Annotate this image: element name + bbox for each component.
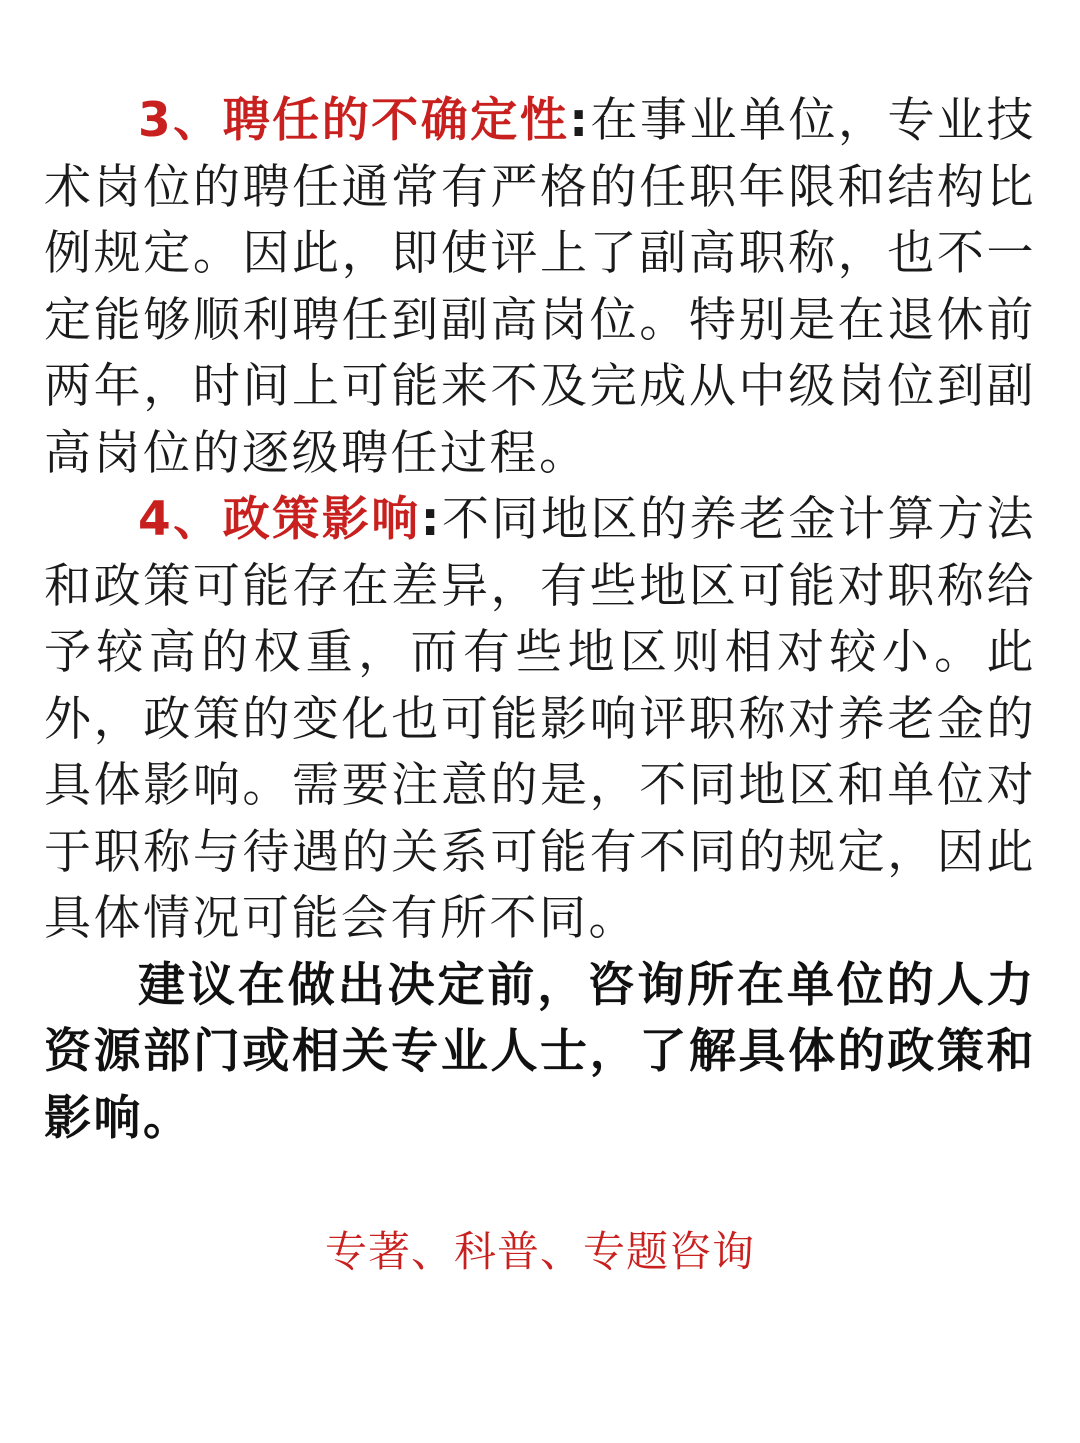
section-4-body: 不同地区的养老金计算方法和政策可能存在差异，有些地区可能对职称给予较高的权重，而有些地区则相对较小。此外，政策的变化也可能影响评职称对养老金的具体影响。需要注意的是，不同地区和单位对于职称与待遇的关系可能有不同的规定，因此具体情况可能会有所不同。	[44, 492, 1036, 946]
article-body	[44, 88, 1036, 1152]
section-4-paragraph	[44, 487, 1036, 953]
section-3-heading: 3、聘任的不确定性	[138, 93, 570, 148]
section-4-colon: :	[420, 492, 442, 547]
advice-paragraph	[44, 953, 1036, 1153]
footer-tagline: 专著、科普、专题咨询	[324, 1227, 755, 1276]
section-4-heading: 4、政策影响	[138, 492, 421, 547]
section-3-body: 在事业单位，专业技术岗位的聘任通常有严格的任职年限和结构比例规定。因此，即使评上了副高职称，也不一定能够顺利聘任到副高岗位。特别是在退休前两年，时间上可能来不及完成从中级岗位到副高岗位的逐级聘任过程。	[44, 93, 1036, 481]
section-3-colon: :	[569, 93, 591, 148]
section-3-paragraph	[44, 88, 1036, 487]
advice-text: 建议在做出决定前，咨询所在单位的人力资源部门或相关专业人士，了解具体的政策和影响。	[44, 957, 1036, 1146]
